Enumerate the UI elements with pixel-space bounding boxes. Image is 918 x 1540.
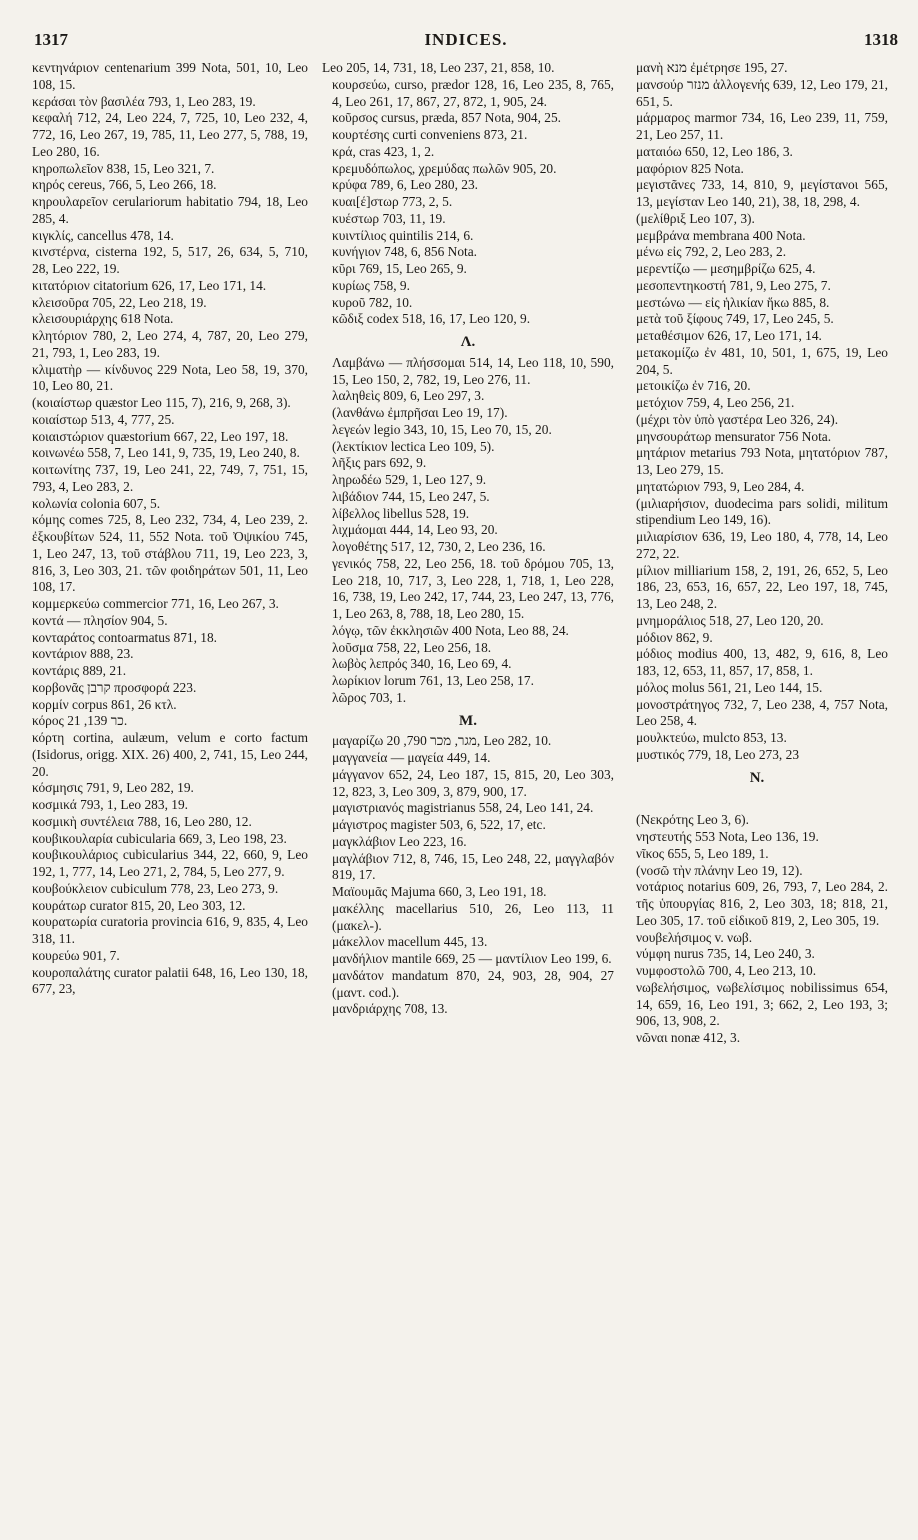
index-entry: κῶδιξ codex 518, 16, 17, Leo 120, 9.	[332, 311, 531, 327]
index-entry: ματαιόω 650, 12, Leo 186, 3.	[636, 143, 793, 159]
index-entry: κλεισουριάρχης 618 Nota.	[32, 311, 174, 327]
index-entry: λίβελλος libellus 528, 19.	[332, 505, 470, 521]
index-entry: λωβὸς λεπρός 340, 16, Leo 69, 4.	[332, 656, 512, 672]
index-entry: κρεμυδόπωλος, χρεμύδας πωλῶν 905, 20.	[332, 160, 557, 176]
index-entry: ληρωδέω 529, 1, Leo 127, 9.	[332, 472, 487, 487]
index-entry: μανδριάρχης 708, 13.	[332, 1001, 448, 1017]
index-entry: μάρμαρος marmor 734, 16, Leo 239, 11, 759, 21, Leo 257, 11.	[636, 110, 888, 142]
index-entry: λῆξις pars 692, 9.	[332, 455, 427, 471]
index-entry: (μιλιαρήσιον, duodecima pars solidi, militum stipendium Leo 149, 16).	[636, 495, 888, 528]
index-entry: κυρίως 758, 9.	[332, 277, 410, 293]
index-entry: μετόχιον 759, 4, Leo 256, 21.	[636, 395, 795, 410]
index-entry: μαγαρίζω מגר, מכר 790, 20, Leo 282, 10.	[332, 733, 552, 749]
page-number-right: 1318	[864, 30, 898, 49]
index-entry: νύμφη nurus 735, 14, Leo 240, 3.	[636, 946, 815, 962]
section-letter-mu: Μ.	[459, 712, 477, 729]
index-entry: μνημοράλιος 518, 27, Leo 120, 20.	[636, 612, 824, 628]
index-entry: μερεντίζω — μεσημβρίζω 625, 4.	[636, 261, 816, 276]
index-entry: κεντηνάριον centenarium 399 Nota, 501, 10, Leo 108, 15.	[32, 60, 308, 92]
index-entry: νουβελήσιμος v. νωβ.	[636, 929, 753, 945]
index-entry: λεγεών legio 343, 10, 15, Leo 70, 15, 20.	[332, 421, 552, 437]
index-entry: νωβελήσιμος, νωβελίσιμος nobilissimus 654, 14, 659, 16, Leo 191, 3; 662, 2, Leo 193, 3; 906, 13, 908, 2.	[636, 979, 888, 1029]
index-column-2	[322, 60, 614, 1018]
index-entry: μένω εἰς 792, 2, Leo 283, 2.	[636, 244, 787, 260]
index-entry: κοντάρις 889, 21.	[32, 663, 127, 678]
index-entry: μανδήλιον mantile 669, 25 — μαντίλιον Leo 199, 6.	[332, 951, 612, 966]
index-entry: κουρεύω 901, 7.	[32, 947, 120, 963]
index-entry: κουρσεύω, curso, prædor 128, 16, Leo 235, 8, 765, 4, Leo 261, 17, 867, 27, 872, 1, 905, 24.	[332, 76, 614, 109]
index-entry: Μαϊουμᾶς Majuma 660, 3, Leo 191, 18.	[332, 884, 547, 899]
index-entry: μάγιστρος magister 503, 6, 522, 17, etc.	[332, 817, 546, 832]
index-entry: κεράσαι τὸν βασιλέα 793, 1, Leo 283, 19.	[32, 93, 256, 109]
index-entry: κοντάριον 888, 23.	[32, 646, 134, 662]
index-entry: λωρίκιον lorum 761, 13, Leo 258, 17.	[332, 673, 534, 688]
index-entry: μάγγανον 652, 24, Leo 187, 15, 815, 20, Leo 303, 12, 823, 3, Leo 309, 3, 879, 900, 17.	[332, 766, 614, 799]
index-entry: (Νεκρότης Leo 3, 6).	[636, 812, 749, 828]
index-entry: κυέστωρ 703, 11, 19.	[332, 210, 446, 226]
index-entry: κουρτέσης curti conveniens 873, 21.	[332, 127, 528, 142]
index-entry: μετακομίζω ἐν 481, 10, 501, 1, 675, 19, Leo 204, 5.	[636, 344, 888, 377]
index-entry: Λαμβάνω — πλήσσομαι 514, 14, Leo 118, 10, 590, 15, Leo 150, 2, 782, 19, Leo 276, 11.	[332, 354, 614, 387]
index-column-3	[626, 60, 888, 1047]
index-entry: κιτατόριον citatorium 626, 17, Leo 171, 14.	[32, 277, 267, 293]
index-entry: κορμίν corpus 861, 26 κτλ.	[32, 696, 177, 712]
index-entry: μαγλάβιον 712, 8, 746, 15, Leo 248, 22, μαγγλαβόν 819, 17.	[332, 850, 614, 883]
index-entry: μονοστράτηγος 732, 7, Leo 238, 4, 757 Nota, Leo 258, 4.	[636, 696, 888, 729]
index-entry: νυμφοστολῶ 700, 4, Leo 213, 10.	[636, 963, 817, 978]
page-title: INDICES.	[424, 30, 508, 49]
index-entry: μακέλλης macellarius 510, 26, Leo 113, 11 (μακελ-).	[332, 900, 614, 933]
page-number-left: 1317	[34, 30, 68, 49]
index-entry: μετὰ τοῦ ξίφους 749, 17, Leo 245, 5.	[636, 311, 834, 327]
index-entry: κοιαιστώριον quæstorium 667, 22, Leo 197, 18.	[32, 428, 289, 444]
index-entry: μανσούρ מנזר ἀλλογενής 639, 12, Leo 179, 21, 651, 5.	[636, 76, 888, 109]
index-entry: κρά, cras 423, 1, 2.	[332, 143, 435, 159]
index-entry: μετοικίζω ἐν 716, 20.	[636, 378, 751, 394]
index-entry: κοῦρσος cursus, præda, 857 Nota, 904, 25.	[332, 110, 562, 126]
index-entry: μίλιον milliarium 158, 2, 191, 26, 652, 5, Leo 186, 23, 653, 16, 657, 22, Leo 197, 18, 745, 13, Leo 248, 2.	[636, 562, 888, 611]
index-entry: κυνήγιον 748, 6, 856 Nota.	[332, 244, 478, 260]
index-entry: κουρατωρία curatoria provincia 616, 9, 835, 4, Leo 318, 11.	[32, 914, 308, 946]
index-entry: μόδιος modius 400, 13, 482, 9, 616, 8, Leo 183, 12, 653, 11, 857, 17, 858, 1.	[636, 646, 888, 678]
index-entry: μουλκτεύω, mulcto 853, 13.	[636, 730, 787, 745]
index-entry: κοιτωνίτης 737, 19, Leo 241, 22, 749, 7, 751, 15, 793, 4, Leo 283, 2.	[32, 462, 308, 494]
index-entry: κουροπαλάτης curator palatii 648, 16, Leo 130, 18, 677, 23,	[32, 964, 308, 997]
index-entry: κηρουλαρεῖον cerulariorum habitatio 794, 18, Leo 285, 4.	[32, 194, 308, 226]
index-entry: νῖκος 655, 5, Leo 189, 1.	[636, 845, 769, 861]
index-entry: μόδιον 862, 9.	[636, 629, 713, 645]
index-entry: κλιματὴρ — κίνδυνος 229 Nota, Leo 58, 19, 370, 10, Leo 80, 21.	[32, 361, 308, 394]
index-entry: κόρος כר 139, 21.	[32, 713, 128, 729]
index-entry: λιβάδιον 744, 15, Leo 247, 5.	[332, 488, 490, 504]
index-entry: μαγιστριανός magistrianus 558, 24, Leo 141, 24.	[332, 800, 594, 816]
index-entry: λοῦσμα 758, 22, Leo 256, 18.	[332, 639, 492, 655]
index-entry: (νοσῶ τὴν πλάνην Leo 19, 12).	[636, 862, 803, 878]
index-entry: μητατώριον 793, 9, Leo 284, 4.	[636, 478, 805, 494]
index-entry: κλεισοῦρα 705, 22, Leo 218, 19.	[32, 294, 207, 310]
index-entry: κόσμησις 791, 9, Leo 282, 19.	[32, 780, 194, 796]
index-entry: μητάριον metarius 793 Nota, μητατόριον 787, 13, Leo 279, 15.	[636, 445, 888, 477]
index-entry: λαληθεὶς 809, 6, Leo 297, 3.	[332, 388, 485, 404]
index-entry: κινστέρνα, cisterna 192, 5, 517, 26, 634, 5, 710, 28, Leo 222, 19.	[32, 244, 308, 276]
index-entry: μαγγανεία — μαγεία 449, 14.	[332, 750, 491, 765]
index-entry: (κοιαίστωρ quæstor Leo 115, 7), 216, 9, 268, 3).	[32, 395, 291, 410]
index-entry: κλητόριον 780, 2, Leo 274, 4, 787, 20, Leo 279, 21, 793, 1, Leo 283, 19.	[32, 328, 308, 360]
index-entry: κυαι[έ]στωρ 773, 2, 5.	[332, 194, 453, 209]
index-entry: (μελίθριξ Leo 107, 3).	[636, 210, 755, 226]
index-entry: λῶρος 703, 1.	[332, 689, 407, 705]
index-entry: κηρός cereus, 766, 5, Leo 266, 18.	[32, 177, 217, 193]
index-entry: λογοθέτης 517, 12, 730, 2, Leo 236, 16.	[332, 539, 546, 554]
index-entry: γενικός 758, 22, Leo 256, 18. τοῦ δρόμου 705, 13, Leo 218, 10, 717, 3, Leo 228, 1, 718, 1, Leo 228, 16, 738, 19, Leo 242, 17, 744, 23, Leo 247, 13, 776, 1, Leo 263, 8, 788, 18, Leo 280, 15.	[332, 555, 614, 621]
index-entry: κολωνία colonia 607, 5.	[32, 495, 161, 511]
index-column-1	[22, 60, 308, 998]
index-entry: κουβούκλειον cubiculum 778, 23, Leo 273, 9.	[32, 880, 279, 896]
index-entry: μαγκλάβιον Leo 223, 16.	[332, 833, 467, 849]
index-entry: νοτάριος notarius 609, 26, 793, 7, Leo 284, 2. τῆς ὑπουργίας 816, 2, Leo 303, 18; 818, 21, Leo 305, 17. τοῦ εἰδικοῦ 819, 2, Leo 305, 19.	[636, 879, 888, 928]
index-entry: (λεκτίκιον lectica Leo 109, 5).	[332, 438, 495, 454]
section-gap	[626, 790, 888, 812]
index-entry: κοσμικά 793, 1, Leo 283, 19.	[32, 797, 188, 812]
index-entry: κοιαίστωρ 513, 4, 777, 25.	[32, 411, 175, 427]
index-entry: μυστικός 779, 18, Leo 273, 23	[636, 746, 800, 762]
index-entry: νῶναι nonæ 412, 3.	[636, 1030, 741, 1045]
index-entry: κῦρι 769, 15, Leo 265, 9.	[332, 261, 467, 276]
index-entry: μιλιαρίσιον 636, 19, Leo 180, 4, 778, 14, Leo 272, 22.	[636, 529, 888, 561]
index-entry: λιχμάομαι 444, 14, Leo 93, 20.	[332, 522, 498, 538]
index-entry: μεστώνω — εἰς ἡλικίαν ἥκω 885, 8.	[636, 294, 830, 310]
index-entry: μάκελλον macellum 445, 13.	[332, 934, 488, 950]
index-entry: λόγῳ, τῶν ἐκκλησιῶν 400 Nota, Leo 88, 24.	[332, 622, 569, 638]
page-header	[34, 30, 898, 56]
index-entry: μανδάτον mandatum 870, 24, 903, 28, 904, 27 (μαντ. cod.).	[332, 967, 614, 1000]
section-letter-lambda: Λ.	[460, 334, 476, 350]
index-entry: κορβονᾶς קרבן προσφορά 223.	[32, 679, 197, 695]
index-entry: κουβικουλαρία cubicularia 669, 3, Leo 198, 23.	[32, 830, 287, 846]
index-entry: κοντά — πλησίον 904, 5.	[32, 612, 168, 628]
index-entry: κομμερκεύω commercior 771, 16, Leo 267, 3.	[32, 596, 279, 611]
index-entry: μεμβράνα membrana 400 Nota.	[636, 227, 806, 243]
index-entry: κονταράτος contoarmatus 871, 18.	[32, 629, 218, 645]
index-entry: κρύφα 789, 6, Leo 280, 23.	[332, 177, 479, 193]
index-entry: μαφόριον 825 Nota.	[636, 160, 744, 176]
index-entry: (μέχρι τὸν ὑπὸ γαστέρα Leo 326, 24).	[636, 411, 839, 427]
index-entry: μανὴ מנא ἐμέτρησε 195, 27.	[636, 60, 788, 75]
index-entry: κηροπωλεῖον 838, 15, Leo 321, 7.	[32, 160, 215, 176]
index-entry: Leo 205, 14, 731, 18, Leo 237, 21, 858, 10.	[322, 60, 555, 75]
index-entry: κουράτωρ curator 815, 20, Leo 303, 12.	[32, 897, 246, 913]
index-entry: κυροῦ 782, 10.	[332, 294, 413, 310]
index-entry: κόρτη cortina, aulæum, velum e corto factum (Isidorus, origg. XIX. 26) 400, 2, 741, 15, Leo 244, 20.	[32, 730, 308, 779]
index-entry: κοινωνέω 558, 7, Leo 141, 9, 735, 19, Leo 240, 8.	[32, 445, 300, 461]
index-entry: κυιντίλιος quintilis 214, 6.	[332, 227, 474, 243]
index-entry: μηνσουράτωρ mensurator 756 Nota.	[636, 428, 832, 444]
index-entry: κιγκλίς, cancellus 478, 14.	[32, 227, 174, 243]
section-letter-nu: Ν.	[749, 769, 765, 786]
index-entry: κεφαλή 712, 24, Leo 224, 7, 725, 10, Leo 232, 4, 772, 16, Leo 267, 19, 785, 11, Leo 277, 5, 788, 19, Leo 280, 16.	[32, 110, 308, 159]
index-entry: νηστευτής 553 Nota, Leo 136, 19.	[636, 829, 819, 844]
index-entry: μεγιστᾶνες 733, 14, 810, 9, μεγίστανοι 565, 13, μεγίσταν Leo 140, 21), 38, 18, 298, 4.	[636, 177, 888, 209]
index-entry: κουβικουλάριος cubicularius 344, 22, 660, 9, Leo 192, 1, 777, 14, Leo 271, 2, 784, 5, Leo 277, 9.	[32, 847, 308, 879]
index-entry: μεσοπεντηκοστή 781, 9, Leo 275, 7.	[636, 277, 831, 293]
index-entry: (λανθάνω ἐμπρῆσαι Leo 19, 17).	[332, 405, 508, 420]
index-entry: κοσμικὴ συντέλεια 788, 16, Leo 280, 12.	[32, 813, 252, 829]
index-entry: μεταθέσιμον 626, 17, Leo 171, 14.	[636, 328, 822, 343]
index-entry: μόλος molus 561, 21, Leo 144, 15.	[636, 679, 823, 695]
index-entry: κόμης comes 725, 8, Leo 232, 734, 4, Leo 239, 2. ἐξκουβίτων 524, 11, 552 Nota. τοῦ Ὀψικίου 745, 1, Leo 247, 13, τοῦ στάβλου 711, 19, Leo 223, 3, 816, 3, Leo 303, 21. τῶν φοιδηράτων 501, 11, Leo 108, 17.	[32, 512, 308, 595]
